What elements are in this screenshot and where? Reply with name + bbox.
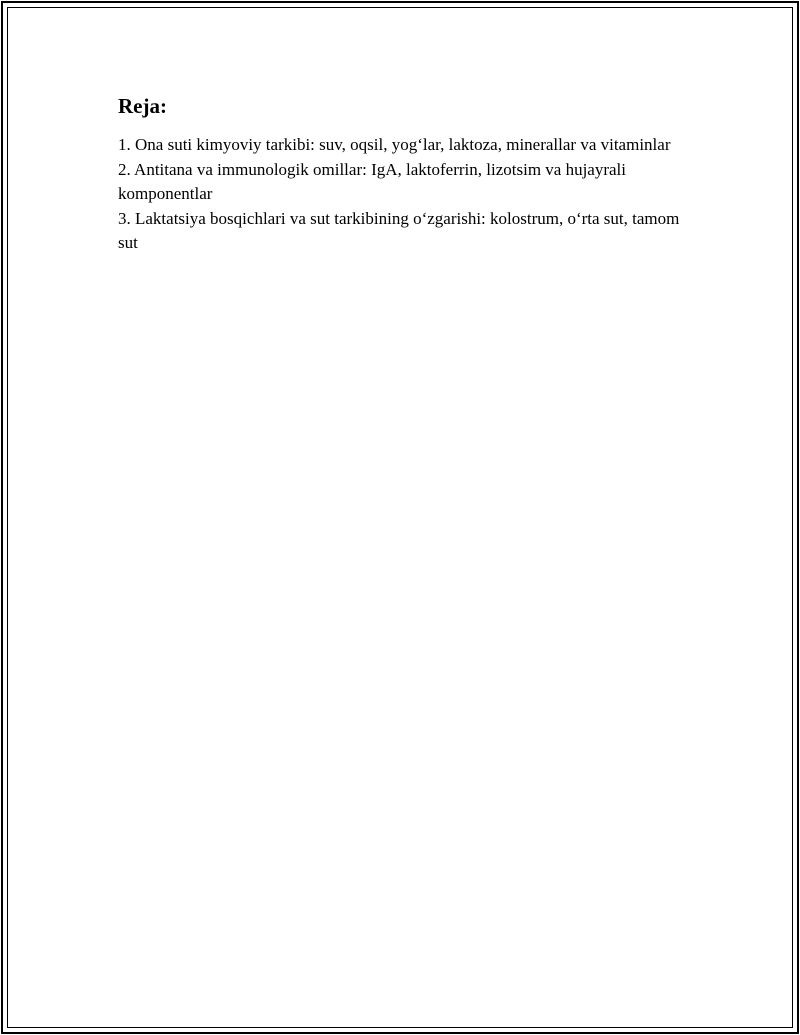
page-content [118,93,698,256]
plan-item-3: 3. Laktatsiya bosqichlari va sut tarkibining o‘zgarishi: kolostrum, o‘rta sut, tamom sut [118,208,680,252]
plan-heading: Reja: [118,94,167,118]
plan-list [118,133,698,256]
plan-item-1: 1. Ona suti kimyoviy tarkibi: suv, oqsil, yog‘lar, laktoza, minerallar va vitaminlar [118,135,671,154]
plan-item-2: 2. Antitana va immunologik omillar: IgA, laktoferrin, lizotsim va hujayrali komponentlar [118,159,627,203]
